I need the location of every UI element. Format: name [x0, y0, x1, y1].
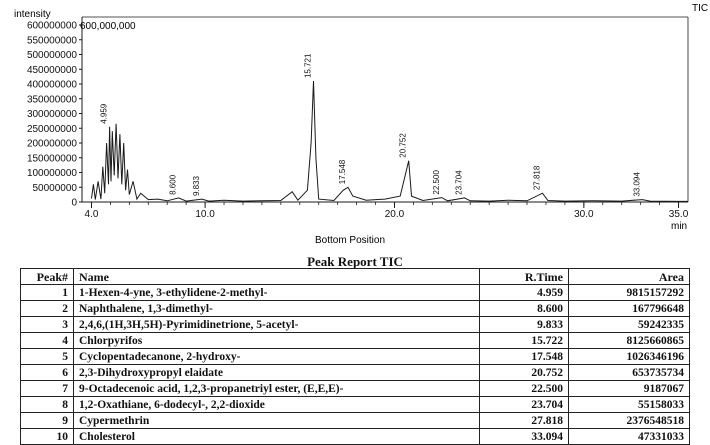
table-row: [21, 317, 690, 333]
peak-label: 22.500: [431, 170, 441, 195]
name-header: Name: [74, 269, 480, 285]
retention-time: 8.600: [480, 301, 569, 317]
compound-name: Cholesterol: [74, 429, 480, 445]
x-tick-label: 35.0: [668, 209, 689, 220]
peak-area: 653735734: [569, 365, 690, 381]
peak-area: 9815157292: [569, 285, 690, 301]
table-row: [21, 413, 690, 429]
peak-area: 1026346196: [569, 349, 690, 365]
retention-time: 15.722: [480, 333, 569, 349]
peak-area: 9187067: [569, 381, 690, 397]
x-axis-unit: min: [671, 221, 688, 232]
table-row: [21, 301, 690, 317]
y-max-label: 600,000,000: [80, 21, 136, 32]
peak-label: 4.959: [99, 103, 109, 124]
report-title: Peak Report TIC: [307, 254, 403, 269]
peak-number: 8: [21, 397, 74, 413]
compound-name: 9-Octadecenoic acid, 1,2,3-propanetriyl ester, (E,E,E)-: [74, 381, 480, 397]
table-row: [21, 349, 690, 365]
retention-time: 20.752: [480, 365, 569, 381]
tic-trace: [92, 81, 689, 201]
peak-area: 2376548518: [569, 413, 690, 429]
compound-name: Naphthalene, 1,3-dimethyl-: [74, 301, 480, 317]
compound-name: Chlorpyrifos: [74, 333, 480, 349]
peak-number: 1: [21, 285, 74, 301]
x-tick-label: 20.0: [384, 209, 405, 220]
retention-time: 33.094: [480, 429, 569, 445]
compound-name: Cypermethrin: [74, 413, 480, 429]
peak-label: 17.548: [338, 159, 348, 185]
retention-time: 23.704: [480, 397, 569, 413]
peak-label: 20.752: [398, 133, 408, 158]
area-header: Area: [569, 269, 690, 285]
y-tick-label: 0: [71, 197, 77, 209]
peak-area: 59242335: [569, 317, 690, 333]
peak-area: 55158033: [569, 397, 690, 413]
x-tick-label: 10.0: [195, 209, 215, 220]
peak-area: 8125660865: [569, 333, 690, 349]
peak-number: 7: [21, 381, 74, 397]
peak-label: 9.833: [191, 176, 201, 197]
peak-number: 9: [21, 413, 74, 429]
rtime-header: R.Time: [480, 269, 569, 285]
table-row: [21, 429, 690, 445]
y-axis-label: intensity: [14, 9, 51, 20]
peak-label: 8.600: [168, 174, 178, 195]
table-row: [21, 333, 690, 349]
peak-area: 47331033: [569, 429, 690, 445]
peak-number: 2: [21, 301, 74, 317]
x-tick-label: 30.0: [574, 209, 594, 220]
peak-label: 27.818: [532, 165, 542, 191]
y-tick-label: 500000000: [26, 50, 77, 61]
peak-label: 23.704: [454, 170, 464, 195]
compound-name: Cyclopentadecanone, 2-hydroxy-: [74, 349, 480, 365]
peak-number: 6: [21, 365, 74, 381]
peak-area: 167796648: [569, 301, 690, 317]
retention-time: 4.959: [480, 285, 569, 301]
y-tick-label: 100000000: [26, 168, 77, 179]
retention-time: 17.548: [480, 349, 569, 365]
y-tick-label: 250000000: [26, 123, 77, 135]
y-tick-label: 300000000: [26, 109, 77, 120]
x-axis-label: Bottom Position: [314, 235, 386, 246]
retention-time: 27.818: [480, 413, 569, 429]
peak-number: 10: [21, 429, 74, 445]
peak-header: Peak#: [21, 269, 74, 285]
y-tick-label: 350000000: [26, 94, 77, 106]
peak-label: 15.721: [303, 53, 313, 79]
peak-report-table: [20, 268, 690, 445]
peak-number: 5: [21, 349, 74, 365]
table-row: [21, 397, 690, 413]
compound-name: 2,3-Dihydroxypropyl elaidate: [74, 365, 480, 381]
retention-time: 22.500: [480, 381, 569, 397]
peak-label: 33.094: [632, 172, 642, 197]
y-tick-label: 50000000: [32, 182, 77, 194]
peak-number: 4: [21, 333, 74, 349]
y-tick-label: 200000000: [26, 138, 77, 150]
table-row: [21, 381, 690, 397]
x-tick-label: 4.0: [84, 209, 99, 220]
y-tick-label: 150000000: [26, 153, 77, 165]
table-header-row: [21, 269, 690, 285]
table-row: [21, 365, 690, 381]
y-tick-label: 550000000: [26, 35, 77, 47]
compound-name: 1-Hexen-4-yne, 3-ethylidene-2-methyl-: [74, 285, 480, 301]
y-tick-label: 400000000: [26, 79, 77, 91]
compound-name: 1,2-Oxathiane, 6-dodecyl-, 2,2-dioxide: [74, 397, 480, 413]
chart-corner-label: TIC: [692, 3, 709, 14]
compound-name: 2,4,6,(1H,3H,5H)-Pyrimidinetrione, 5-acetyl-: [74, 317, 480, 333]
y-tick-label: 600000000: [26, 20, 77, 32]
peak-number: 3: [21, 317, 74, 333]
retention-time: 9.833: [480, 317, 569, 333]
table-row: [21, 285, 690, 301]
y-tick-label: 450000000: [26, 64, 77, 76]
